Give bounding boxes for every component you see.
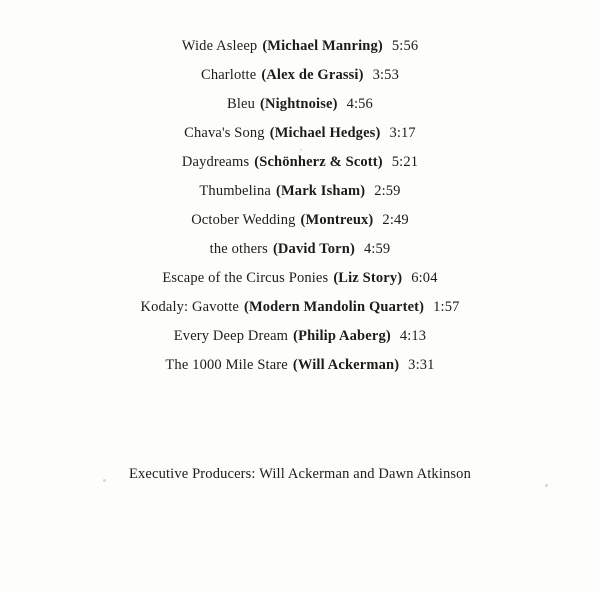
track-duration: 4:59	[363, 241, 391, 258]
track-artist: (Nightnoise)	[260, 96, 338, 113]
track-title: Bleu	[227, 96, 256, 113]
track-list	[0, 32, 600, 380]
track-artist: (Michael Manring)	[262, 38, 383, 55]
track-title: Chava's Song	[184, 125, 265, 142]
track-duration: 1:57	[433, 299, 460, 316]
paper-speck	[103, 479, 106, 482]
track-artist: (Will Ackerman)	[292, 357, 400, 374]
track-item	[0, 177, 600, 206]
track-artist: (Schönherz & Scott)	[254, 154, 383, 171]
track-artist: (David Torn)	[272, 241, 355, 258]
track-item	[0, 264, 600, 293]
track-artist: (Alex de Grassi)	[261, 67, 364, 84]
track-item	[0, 148, 600, 177]
track-item	[0, 206, 600, 235]
track-artist: (Modern Mandolin Quartet)	[243, 299, 425, 316]
track-duration: 2:49	[382, 212, 409, 229]
track-duration: 5:21	[391, 154, 419, 171]
track-duration: 4:56	[346, 96, 373, 113]
track-duration: 5:56	[391, 38, 419, 55]
track-title: October Wedding	[191, 212, 296, 229]
track-duration: 6:04	[411, 270, 438, 287]
track-title: Daydreams	[181, 154, 250, 171]
track-title: The 1000 Mile Stare	[165, 357, 288, 374]
track-duration: 4:13	[399, 328, 427, 345]
track-duration: 3:31	[408, 357, 435, 374]
track-item	[0, 119, 600, 148]
track-duration: 2:59	[374, 183, 401, 200]
track-duration: 3:53	[372, 67, 399, 84]
track-duration: 3:17	[389, 125, 416, 142]
track-title: Charlotte	[201, 67, 257, 84]
track-item	[0, 90, 600, 119]
track-item	[0, 235, 600, 264]
track-item	[0, 322, 600, 351]
track-artist: (Mark Isham)	[275, 183, 366, 200]
track-item	[0, 61, 600, 90]
track-title: the others	[209, 241, 268, 258]
executive-producers-credit: Executive Producers: Will Ackerman and Dawn Atkinson	[129, 466, 471, 482]
track-title: Every Deep Dream	[173, 328, 289, 345]
track-title: Thumbelina	[199, 183, 271, 200]
track-artist: (Liz Story)	[333, 270, 403, 287]
track-artist: (Michael Hedges)	[269, 125, 381, 142]
track-title: Kodaly: Gavotte	[140, 299, 239, 316]
track-title: Escape of the Circus Ponies	[162, 270, 329, 287]
track-item	[0, 351, 600, 380]
track-title: Wide Asleep	[181, 38, 258, 55]
track-artist: (Philip Aaberg)	[293, 328, 391, 345]
paper-speck	[300, 149, 302, 151]
paper-speck	[545, 484, 548, 487]
track-item	[0, 32, 600, 61]
track-artist: (Montreux)	[300, 212, 374, 229]
track-item	[0, 293, 600, 322]
